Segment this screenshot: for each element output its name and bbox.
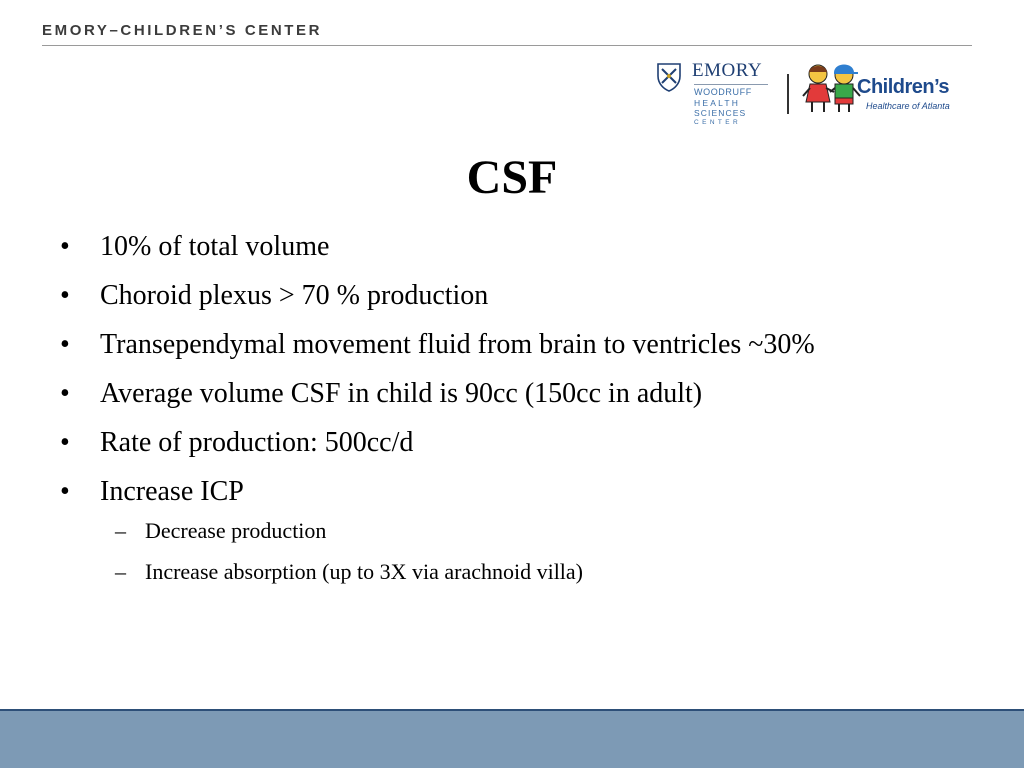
bullet-text: Choroid plexus > 70 % production: [100, 280, 489, 311]
emory-line-woodruff: WOODRUFF: [694, 87, 752, 97]
sub-bullet-item: [100, 518, 960, 544]
bullet-marker: •: [60, 329, 70, 360]
bullet-text: Increase ICP: [100, 476, 244, 507]
bullet-text: Rate of production: 500cc/d: [100, 427, 414, 458]
sub-bullet-list: [100, 518, 960, 585]
sub-bullet-text: Decrease production: [145, 518, 327, 543]
bullet-item: [60, 475, 960, 585]
bullet-text: Average volume CSF in child is 90cc (150cc in adult): [100, 378, 703, 409]
bullet-item: [60, 230, 960, 264]
bullet-list: [60, 230, 960, 600]
bullet-marker: •: [60, 476, 70, 507]
childrens-subtitle: Healthcare of Atlanta: [866, 101, 950, 111]
emory-logo-rule: [694, 84, 768, 85]
sub-bullet-marker: –: [115, 518, 126, 543]
bullet-marker: •: [60, 427, 70, 458]
childrens-logo: [802, 60, 977, 120]
sub-bullet-item: [100, 559, 960, 585]
childrens-name: Children’s: [857, 76, 950, 98]
emory-line-sciences: SCIENCES: [694, 108, 747, 118]
bullet-marker: •: [60, 280, 70, 311]
bullet-marker: •: [60, 378, 70, 409]
logo-divider: [787, 74, 789, 114]
sub-bullet-text: Increase absorption (up to 3X via arachnoid villa): [145, 559, 584, 584]
children-figures-icon: [802, 62, 862, 114]
bullet-item: [60, 426, 960, 460]
emory-logo: [652, 60, 772, 132]
slide-title: CSF: [466, 151, 558, 204]
bullet-text: 10% of total volume: [100, 231, 330, 262]
emory-line-center: CENTER: [694, 119, 742, 126]
header-org-name: EMORY–CHILDREN’S CENTER: [42, 22, 323, 39]
header-divider: [42, 45, 972, 46]
footer-band: [0, 711, 1024, 768]
bullet-text: Transependymal movement fluid from brain to ventricles ~30%: [100, 329, 815, 360]
bullet-marker: •: [60, 231, 70, 262]
bullet-item: [60, 328, 960, 362]
emory-shield-icon: [656, 62, 682, 92]
sub-bullet-marker: –: [115, 559, 126, 584]
bullet-item: [60, 377, 960, 411]
emory-name: EMORY: [692, 60, 763, 81]
bullet-item: [60, 279, 960, 313]
emory-line-health: HEALTH: [694, 98, 741, 108]
